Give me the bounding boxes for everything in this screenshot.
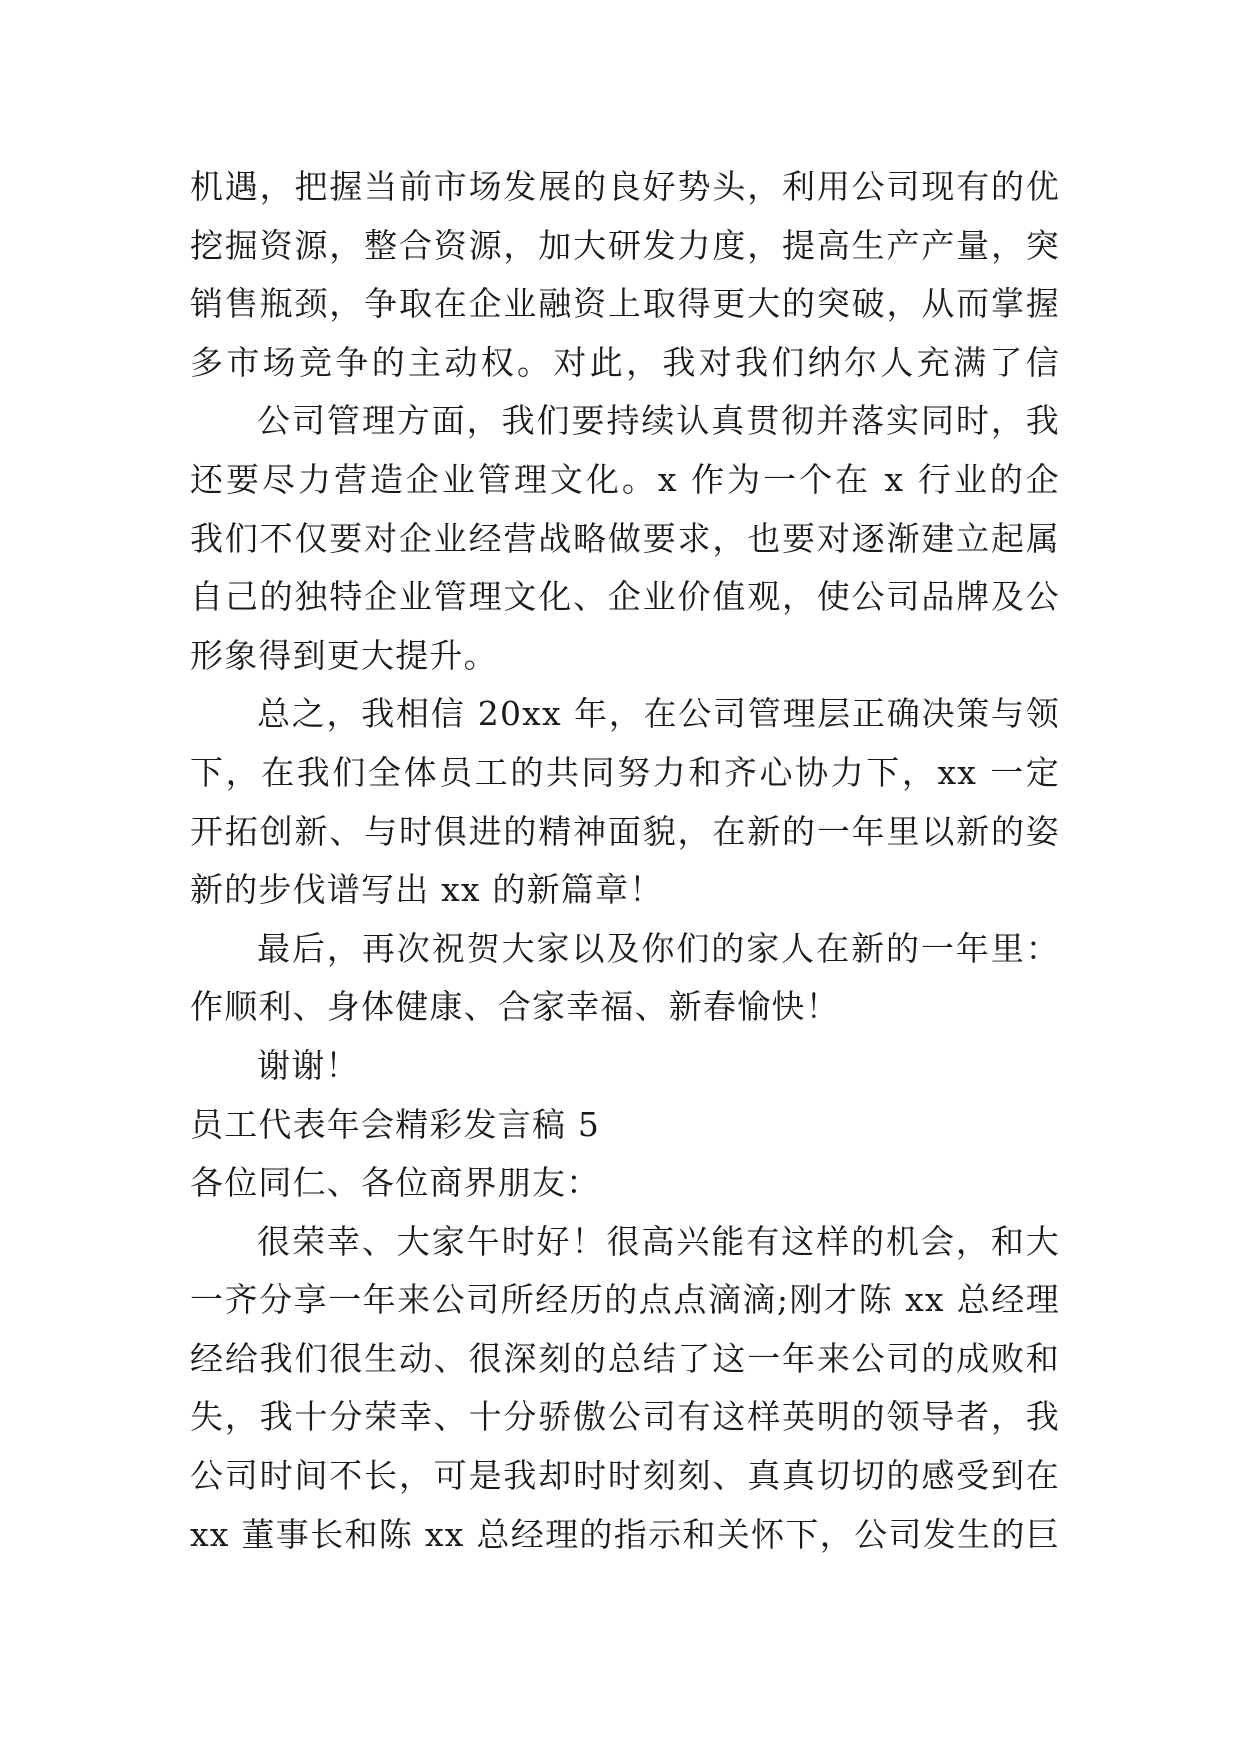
- text-line: 销售瓶颈，争取在企业融资上取得更大的突破，从而掌握: [190, 284, 1060, 324]
- text-line: 下，在我们全体员工的共同努力和齐心协力下，xx 一定: [190, 752, 1060, 792]
- text-line: 一齐分享一年来公司所经历的点点滴滴;刚才陈 xx 总经理: [190, 1280, 1060, 1320]
- text-line: xx 董事长和陈 xx 总经理的指示和关怀下，公司发生的巨: [190, 1514, 1060, 1554]
- text-line: 各位同仁、各位商界朋友：: [190, 1163, 601, 1203]
- text-line: 员工代表年会精彩发言稿 5: [190, 1104, 601, 1144]
- text-line: 总之，我相信 20xx 年，在公司管理层正确决策与领: [257, 694, 1060, 734]
- text-line: 新的步伐谱写出 xx 的新篇章！: [190, 870, 664, 910]
- text-line: 谢谢！: [257, 1045, 360, 1085]
- text-line: 挖掘资源，整合资源，加大研发力度，提高生产产量，突: [190, 225, 1060, 265]
- text-line: 公司时间不长，可是我却时时刻刻、真真切切的感受到在: [190, 1456, 1060, 1496]
- text-line: 我们不仅要对企业经营战略做要求，也要对逐渐建立起属: [190, 518, 1060, 558]
- text-line: 很荣幸、大家午时好！很高兴能有这样的机会，和大: [257, 1221, 1060, 1261]
- text-line: 自己的独特企业管理文化、企业价值观，使公司品牌及公: [190, 577, 1060, 617]
- text-line: 机遇，把握当前市场发展的良好势头，利用公司现有的优: [190, 167, 1060, 206]
- text-line: 作顺利、身体健康、合家幸福、新春愉快！: [190, 987, 840, 1027]
- text-line: 最后，再次祝贺大家以及你们的家人在新的一年里：: [257, 928, 1060, 968]
- text-line: 公司管理方面，我们要持续认真贯彻并落实同时，我: [257, 401, 1060, 441]
- document-body: [190, 158, 1060, 1564]
- text-line: 多市场竞争的主动权。对此，我对我们纳尔人充满了信: [190, 342, 1060, 382]
- text-line: 经给我们很生动、很深刻的总结了这一年来公司的成败和: [190, 1338, 1060, 1378]
- text-line: 失，我十分荣幸、十分骄傲公司有这样英明的领导者，我: [190, 1397, 1060, 1437]
- text-line: 形象得到更大提升。: [190, 635, 498, 675]
- text-line: 开拓创新、与时俱进的精神面貌，在新的一年里以新的姿: [190, 811, 1060, 851]
- text-line: 还要尽力营造企业管理文化。x 作为一个在 x 行业的企: [190, 459, 1060, 499]
